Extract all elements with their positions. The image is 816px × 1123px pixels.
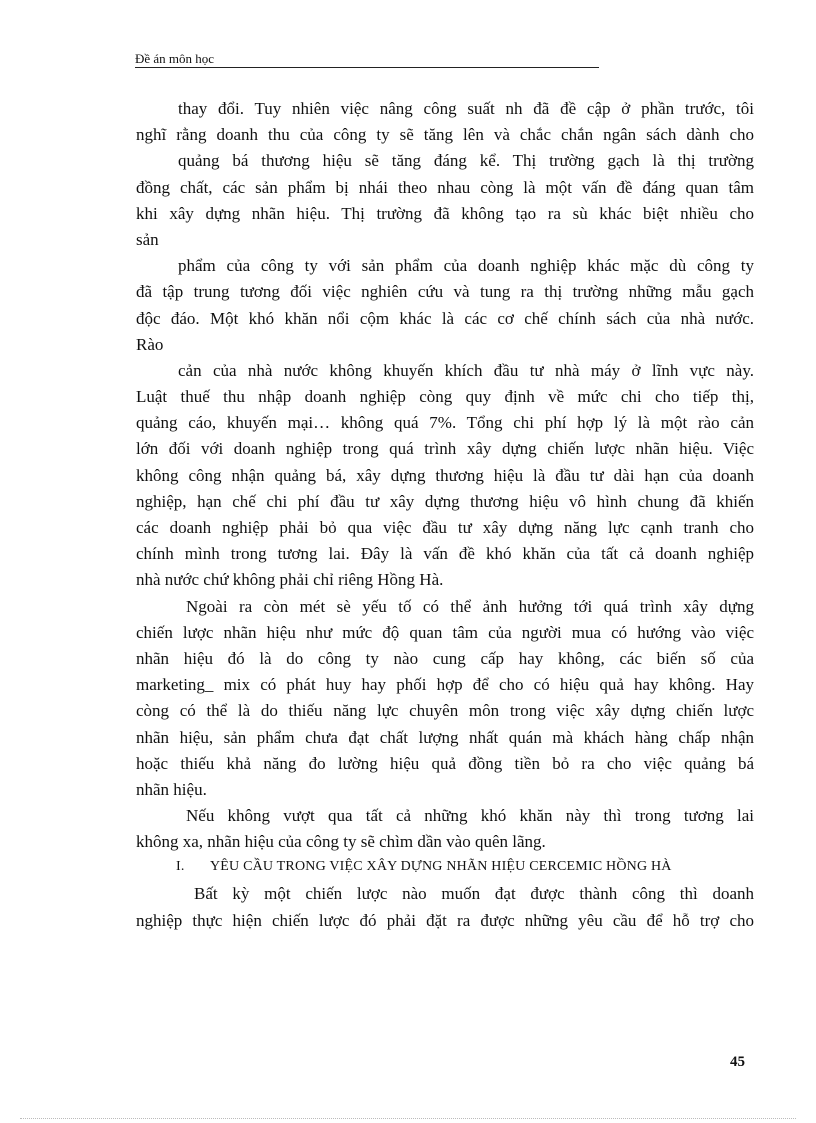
text-line: độc đáo. Một khó khăn nổi cộm khác là các cơ chế chính sách của nhà nước. bbox=[136, 308, 754, 328]
text-line: nghiệp thực hiện chiến lược đó phải đặt ra được những yêu cầu để hỗ trợ cho bbox=[136, 910, 754, 930]
text-line: nhãn hiệu đó là do công ty nào cung cấp hay không, các biến số của bbox=[136, 648, 754, 668]
text-line: đã tập trung tương đối việc nghiên cứu và tung ra thị trường những mẫu gạch bbox=[136, 282, 754, 302]
text-line: nghĩ rằng doanh thu của công ty sẽ tăng lên và chắc chắn ngân sách dành cho bbox=[136, 125, 754, 145]
text-line: hoặc thiếu khả năng đo lường hiệu quả đồng tiền bỏ ra cho việc quảng bá bbox=[136, 753, 754, 773]
text-line: lớn đối với doanh nghiệp trong quá trình xây dựng chiến lược nhãn hiệu. Việc bbox=[136, 439, 754, 459]
text-line: còng có thể là do thiếu năng lực chuyên môn trong việc xây dựng chiến lược bbox=[136, 701, 754, 721]
body-text bbox=[136, 96, 754, 934]
text-line: marketing_ mix có phát huy hay phối hợp để cho có hiệu quả hay không. Hay bbox=[136, 675, 754, 695]
text-line: cản của nhà nước không khuyến khích đầu tư nhà máy ở lĩnh vực này. bbox=[178, 360, 754, 380]
text-line: phẩm của công ty với sản phẩm của doanh nghiệp khác mặc dù công ty bbox=[178, 256, 754, 276]
text-line: không xa, nhãn hiệu của công ty sẽ chìm dần vào quên lãng. bbox=[136, 832, 546, 852]
text-line: Rào bbox=[136, 334, 164, 354]
text-line: khi xây dựng nhãn hiệu. Thị trường đã không tạo ra sù khác biệt nhiều cho bbox=[136, 203, 754, 223]
text-line: quảng bá thương hiệu sẽ tăng đáng kể. Thị trường gạch là thị trường bbox=[178, 151, 754, 171]
text-line: nhãn hiệu, sản phẩm chưa đạt chất lượng nhất quán mà khách hàng chấp nhận bbox=[136, 727, 754, 747]
text-line: đồng chất, các sản phẩm bị nhái theo nhau còng là một vấn đề đáng quan tâm bbox=[136, 177, 754, 197]
text-line: Luật thuế thu nhập doanh nghiệp còng quy định về mức chi cho tiếp thị, bbox=[136, 387, 754, 407]
text-line: Bất kỳ một chiến lược nào muốn đạt được thành công thì doanh bbox=[194, 884, 754, 904]
text-line: chính mình trong tương lai. Đây là vấn đề khó khăn của tất cả doanh nghiệp bbox=[136, 544, 754, 564]
text-line: sản bbox=[136, 229, 159, 249]
page-bottom-divider bbox=[20, 1118, 796, 1119]
text-line: quảng cáo, khuyến mại… không quá 7%. Tổng chi phí hợp lý là một rào cản bbox=[136, 413, 754, 433]
page-number: 45 bbox=[730, 1054, 745, 1070]
text-line: Ngoài ra còn mét sè yếu tố có thể ảnh hưởng tới quá trình xây dựng bbox=[186, 596, 754, 616]
header-title: Đề án môn học bbox=[135, 51, 215, 66]
text-line: chiến lược nhãn hiệu như mức độ quan tâm của người mua có hướng vào việc bbox=[136, 622, 754, 642]
page-header bbox=[135, 51, 599, 68]
text-line: không công nhận quảng bá, xây dựng thương hiệu là đầu tư dài hạn của doanh bbox=[136, 465, 754, 485]
text-line: nghiệp, hạn chế chi phí đầu tư xây dựng thương hiệu vô hình chung đã khiến bbox=[136, 491, 754, 511]
text-line: thay đổi. Tuy nhiên việc nâng công suất nh đã đề cập ở phần trước, tôi bbox=[178, 99, 754, 118]
text-line: nhà nước chứ không phải chỉ riêng Hồng Hà. bbox=[136, 570, 444, 590]
text-line: các doanh nghiệp phải bỏ qua việc đầu tư xây dựng năng lực cạnh tranh cho bbox=[136, 518, 754, 537]
section-number: I. bbox=[176, 859, 185, 875]
text-line: Nếu không vượt qua tất cả những khó khăn này thì trong tương lai bbox=[186, 806, 754, 826]
section-heading bbox=[136, 855, 754, 881]
section-title: YÊU CẦU TRONG VIỆC XÂY DỰNG NHÃN HIỆU CERCEMIC HỒNG HÀ bbox=[210, 859, 672, 875]
text-line: nhãn hiệu. bbox=[136, 779, 207, 799]
